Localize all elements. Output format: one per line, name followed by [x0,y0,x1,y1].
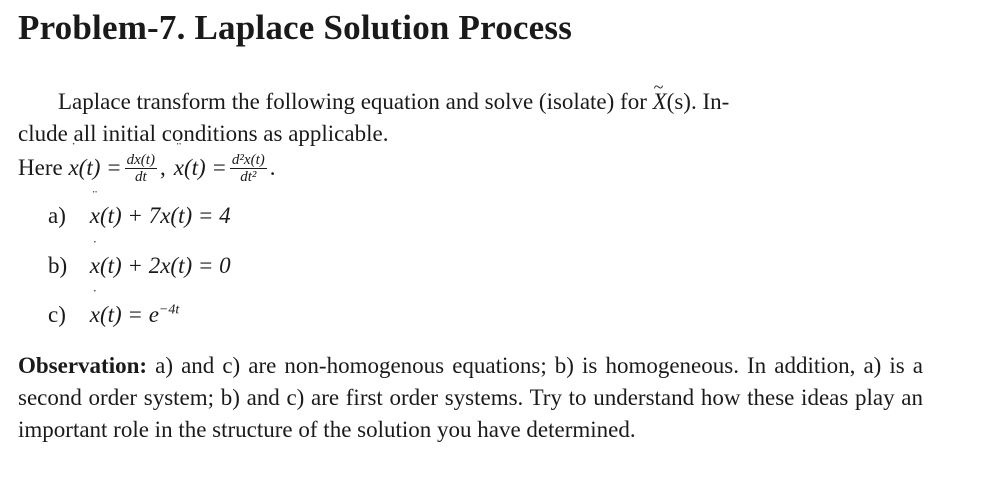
defs-lead: Here [18,155,69,180]
xdot-symbol: ˙ x [68,155,78,181]
frac1-numerator: dx(t) [126,151,155,168]
equation-c [48,302,179,328]
equation-exponent: −4t [158,302,180,318]
x-tilde-symbol: ~ X [653,86,667,118]
equation-label: c) [48,302,66,327]
intro-line-2: clude all initial conditions as applicable. [18,121,389,146]
equation-label: b) [48,253,68,278]
second-derivative-fraction [230,152,267,185]
frac2-denominator: dt² [240,168,257,185]
derivative-definitions [18,146,275,190]
equation-body: (t) + 7x(t) = 4 [99,203,231,228]
equation-var: ¨ x [90,203,100,229]
equation-label: a) [48,203,66,228]
xdot-tail: (t) = [78,155,122,180]
defs-separator: , [159,155,166,180]
intro-paragraph [18,86,923,150]
observation-paragraph [18,350,923,446]
frac1-denominator: dt [134,168,147,185]
intro-line-1 [18,86,923,118]
equation-var: ˙ x [90,253,100,279]
intro-line-1-text: Laplace transform the following equation and solve (isolate) for [58,89,653,114]
defs-end: . [269,155,276,180]
observation-text: a) and c) are non-homogenous equations; b) is homogeneous. In addition, a) is a second order system; b) and c) are first order systems. Try to understand how these ideas play an important role in the structure of the solution you have determined. [18,353,923,442]
equation-body: (t) = e [99,302,159,327]
xddot-tail: (t) = [183,155,227,180]
intro-line-1-tail: (s). In- [666,89,730,114]
first-derivative-fraction [125,152,157,185]
equation-a [48,203,231,229]
xddot-symbol: ¨ x [174,155,184,181]
document-page [18,0,958,491]
equation-var: ˙ x [90,302,100,328]
equation-body: (t) + 2x(t) = 0 [99,253,231,278]
frac2-numerator: d²x(t) [231,151,265,168]
observation-heading: Observation: [18,353,148,378]
equation-b [48,253,231,279]
problem-title: Problem-7. Laplace Solution Process [18,8,573,47]
